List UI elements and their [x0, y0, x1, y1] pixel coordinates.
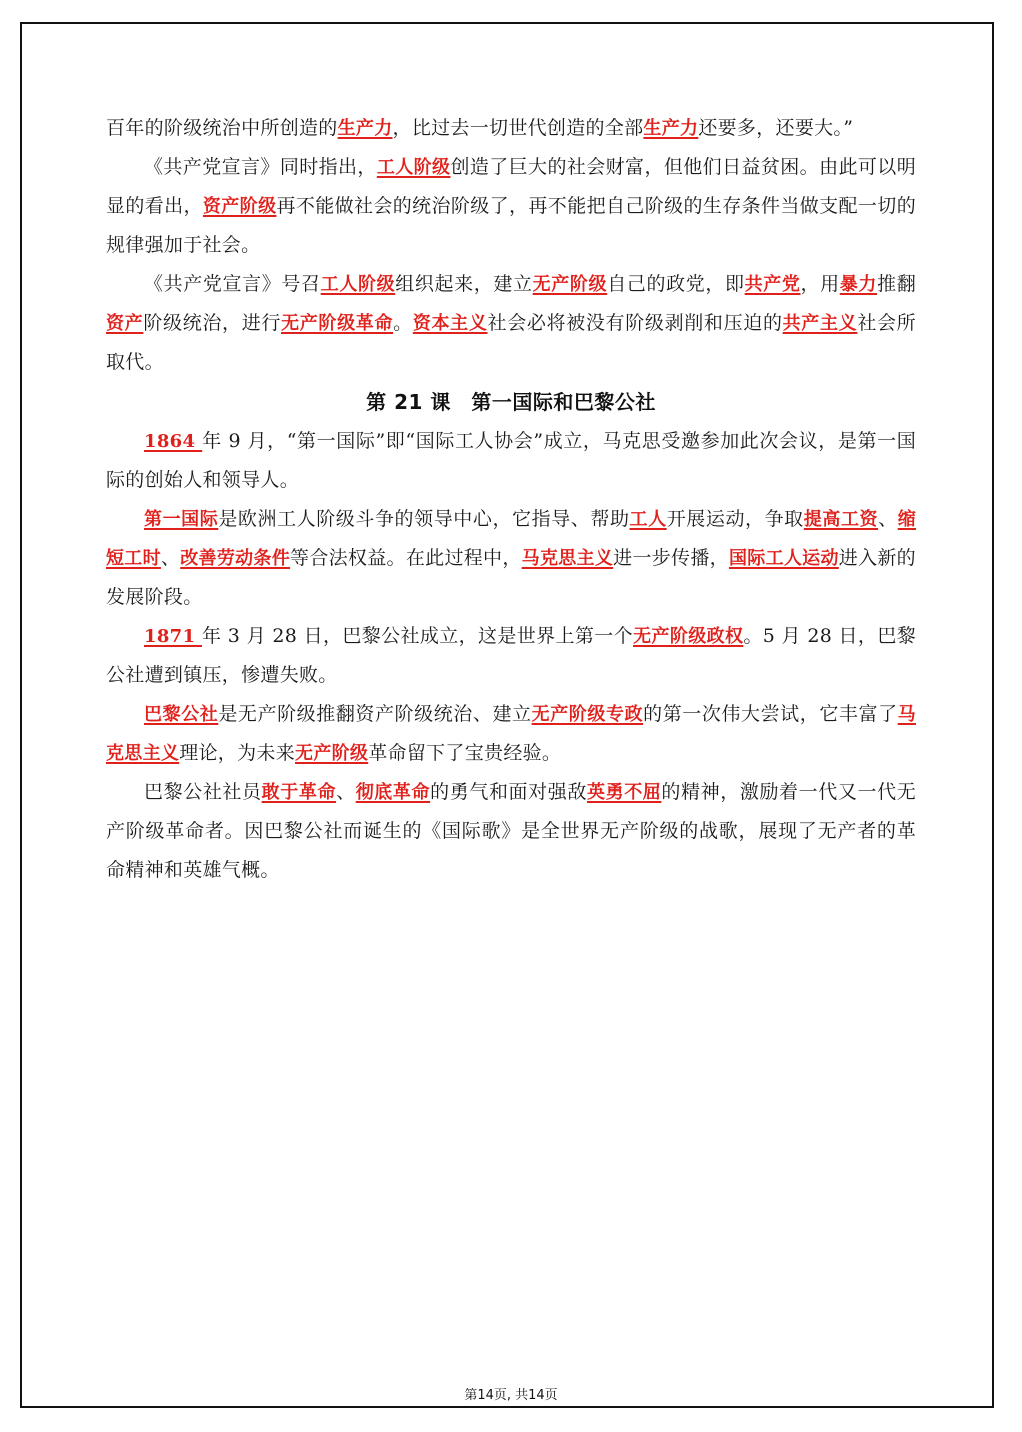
body-text: 等合法权益。在此过程中， [290, 547, 522, 569]
body-text: 《共产党宣言》号召 [144, 273, 321, 295]
paragraph [106, 500, 916, 617]
body-text: 创造了巨大的社会财富，但他们日益贫困。由此可以明显的看出， [106, 156, 916, 217]
paragraph [106, 617, 916, 695]
keyword-highlight: 无产阶级 [295, 743, 369, 764]
keyword-highlight: 工人阶级 [376, 157, 451, 178]
keyword-highlight: 提高工资 [803, 509, 879, 530]
body-text: 、 [878, 508, 898, 530]
keyword-highlight: 马克思主义 [106, 704, 916, 764]
keyword-highlight: 英勇不屈 [586, 782, 662, 803]
paragraph [106, 265, 916, 382]
keyword-highlight: 暴力 [839, 274, 878, 295]
body-text: 的精神，激励着一代又一代无产阶级革命者。因巴黎公社而诞生的《国际歌》是全世界无产阶级的战歌，展现了无产者的革命精神和英雄气概。 [106, 781, 917, 881]
body-text: 。 [393, 312, 413, 334]
lesson-title: 第 21 课 第一国际和巴黎公社 [366, 390, 656, 414]
paragraphs-before [106, 109, 916, 382]
body-text: 百年的阶级统治中所创造的 [106, 117, 338, 139]
body-text: 还要多，还要大。” [698, 117, 854, 139]
keyword-highlight: 资本主义 [412, 313, 488, 334]
keyword-highlight: 生产力 [337, 118, 393, 139]
body-text: 年 9 月，“第一国际”即“国际工人协会”成立，马克思受邀参加此次会议，是第一国际的创始人和领导人。 [106, 430, 916, 491]
keyword-highlight: 缩短工时 [106, 509, 917, 569]
keyword-highlight: 共产党 [744, 274, 801, 295]
paragraph [106, 422, 916, 500]
keyword-highlight: 敢于革命 [261, 782, 337, 803]
body-text: 再不能做社会的统治阶级了，再不能把自己阶级的生存条件当做支配一切的规律强加于社会。 [106, 195, 916, 256]
keyword-highlight: 工人 [629, 509, 667, 530]
keyword-highlight: 工人阶级 [320, 274, 396, 295]
keyword-highlight: 生产力 [643, 118, 699, 139]
paragraph [106, 109, 916, 148]
paragraph [106, 148, 916, 265]
body-text: 推翻 [877, 273, 916, 295]
keyword-highlight: 第一国际 [144, 509, 219, 530]
body-text: 进入新的发展阶段。 [106, 547, 916, 608]
body-text: 的第一次伟大尝试，它丰富了 [643, 703, 898, 725]
keyword-highlight: 无产阶级政权 [633, 626, 744, 647]
paragraph [106, 773, 916, 890]
keyword-highlight: 1864 [144, 431, 203, 452]
body-text: 。5 月 28 日，巴黎公社遭到镇压，惨遭失败。 [106, 625, 916, 686]
body-text: 理论，为未来 [179, 742, 296, 764]
keyword-highlight: 无产阶级 [532, 274, 608, 295]
keyword-highlight: 无产阶级革命 [281, 313, 394, 334]
body-text: 、 [336, 781, 356, 803]
body-text: 年 3 月 28 日，巴黎公社成立，这是世界上第一个 [201, 625, 634, 647]
keyword-highlight: 资产 [106, 313, 144, 334]
body-text: 是欧洲工人阶级斗争的领导中心，它指导、帮助 [218, 508, 630, 530]
paragraph [106, 695, 916, 773]
keyword-highlight: 彻底革命 [355, 782, 431, 803]
body-text: 社会必将被没有阶级剥削和压迫的 [487, 312, 783, 334]
body-text: 、 [160, 547, 181, 569]
body-text: 《共产党宣言》同时指出， [144, 156, 377, 178]
body-text: 阶级统治，进行 [143, 312, 282, 334]
keyword-highlight: 马克思主义 [521, 548, 614, 569]
body-text: ，比过去一切世代创造的全部 [392, 117, 644, 139]
keyword-highlight: 国际工人运动 [728, 548, 839, 569]
body-text: 社会所取代。 [106, 312, 916, 373]
body-text: 是无产阶级推翻资产阶级统治、建立 [218, 703, 532, 725]
keyword-highlight: 改善劳动条件 [180, 548, 291, 569]
body-text: ，用 [800, 273, 840, 295]
page-number: 第14页, 共14页 [464, 1388, 558, 1403]
keyword-highlight: 无产阶级专政 [531, 704, 644, 725]
body-text: 自己的政党，即 [607, 273, 745, 295]
keyword-highlight: 巴黎公社 [144, 704, 219, 725]
body-text: 巴黎公社社员 [144, 781, 262, 803]
document-body [106, 109, 916, 890]
body-text: 革命留下了宝贵经验。 [368, 742, 562, 764]
body-text: 进一步传播， [613, 547, 729, 569]
body-text: 的勇气和面对强敌 [430, 781, 587, 803]
paragraphs-after [106, 422, 916, 890]
keyword-highlight: 1871 [144, 626, 202, 647]
keyword-highlight: 共产主义 [782, 313, 858, 334]
keyword-highlight: 资产阶级 [202, 196, 277, 217]
body-text: 组织起来，建立 [395, 273, 533, 295]
body-text: 开展运动，争取 [666, 508, 804, 530]
